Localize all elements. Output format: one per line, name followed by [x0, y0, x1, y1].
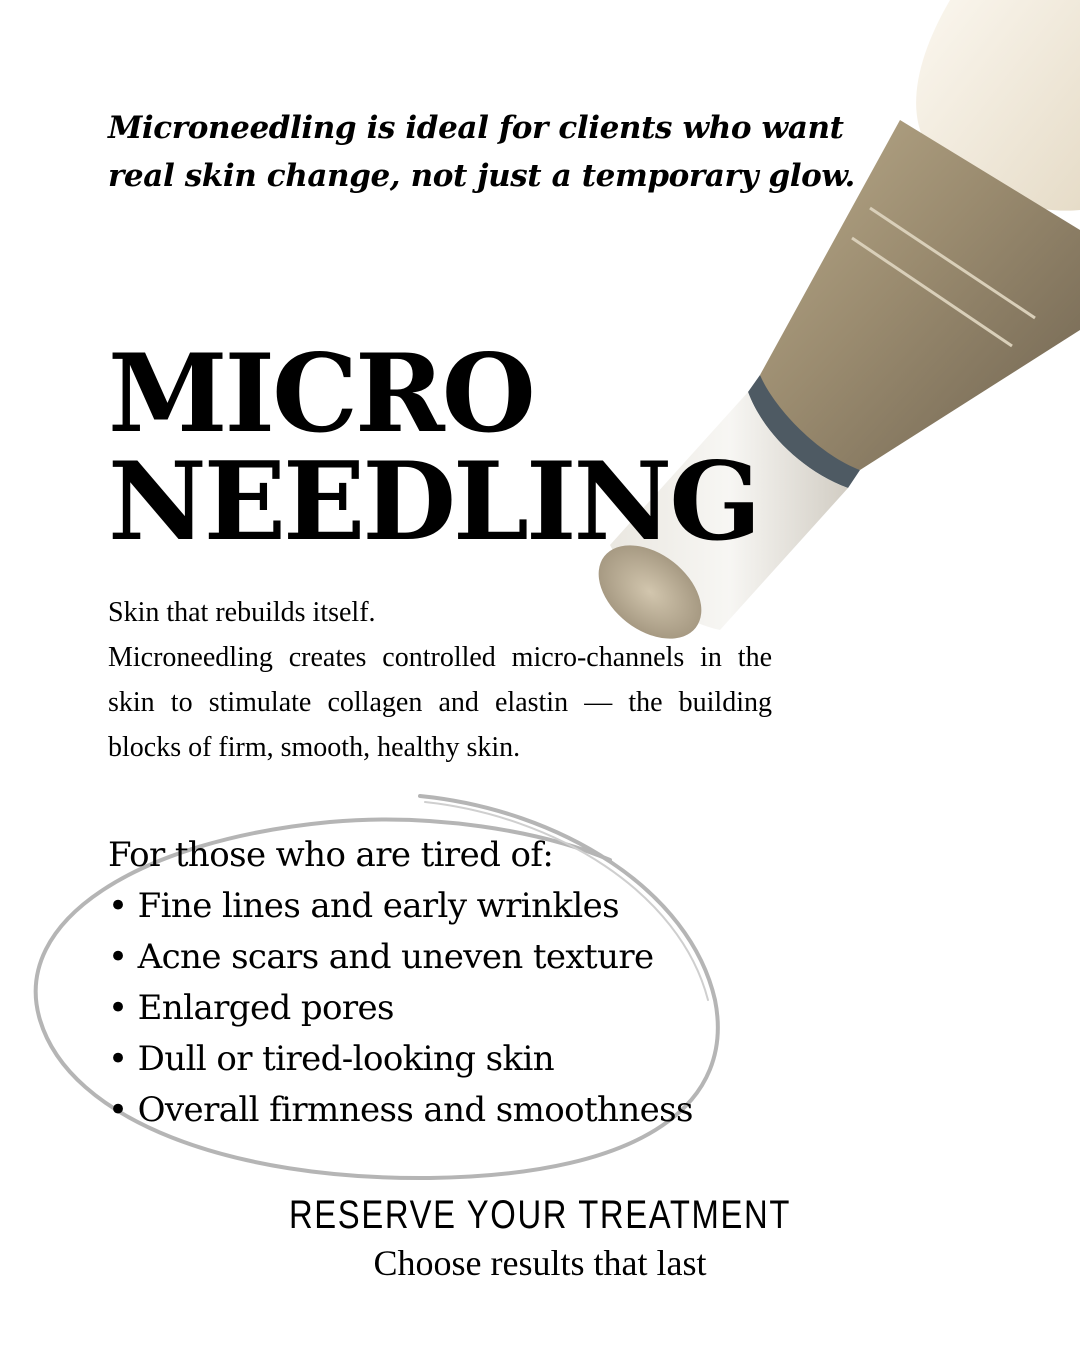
description-body: Microneedling creates controlled micro-channels in the skin to stimulate collagen and elastin — the building blocks of firm, smooth, healthy skin. [108, 642, 772, 763]
description [108, 590, 772, 770]
headline-line-1: MICRO [108, 331, 533, 457]
list-item: • Overall firmness and smoothness [108, 1090, 693, 1130]
list-item: • Fine lines and early wrinkles [108, 886, 620, 926]
tagline-line-1: Microneedling is ideal for clients who want [108, 110, 844, 146]
concerns-list [108, 830, 748, 1136]
call-to-action [200, 1190, 880, 1286]
list-item: • Dull or tired-looking skin [108, 1039, 555, 1079]
cta-subtitle: Choose results that last [373, 1243, 707, 1283]
headline-line-2: NEEDLING [108, 439, 759, 565]
tagline-line-2: real skin change, not just a temporary glow. [108, 158, 855, 194]
list-item: • Enlarged pores [108, 988, 394, 1028]
reserve-treatment-heading: RESERVE YOUR TREATMENT [288, 1193, 792, 1237]
headline [108, 331, 759, 565]
concerns-heading: For those who are tired of: [108, 835, 554, 875]
description-lead: Skin that rebuilds itself. [108, 597, 376, 628]
list-item: • Acne scars and uneven texture [108, 937, 654, 977]
tagline [108, 104, 855, 200]
